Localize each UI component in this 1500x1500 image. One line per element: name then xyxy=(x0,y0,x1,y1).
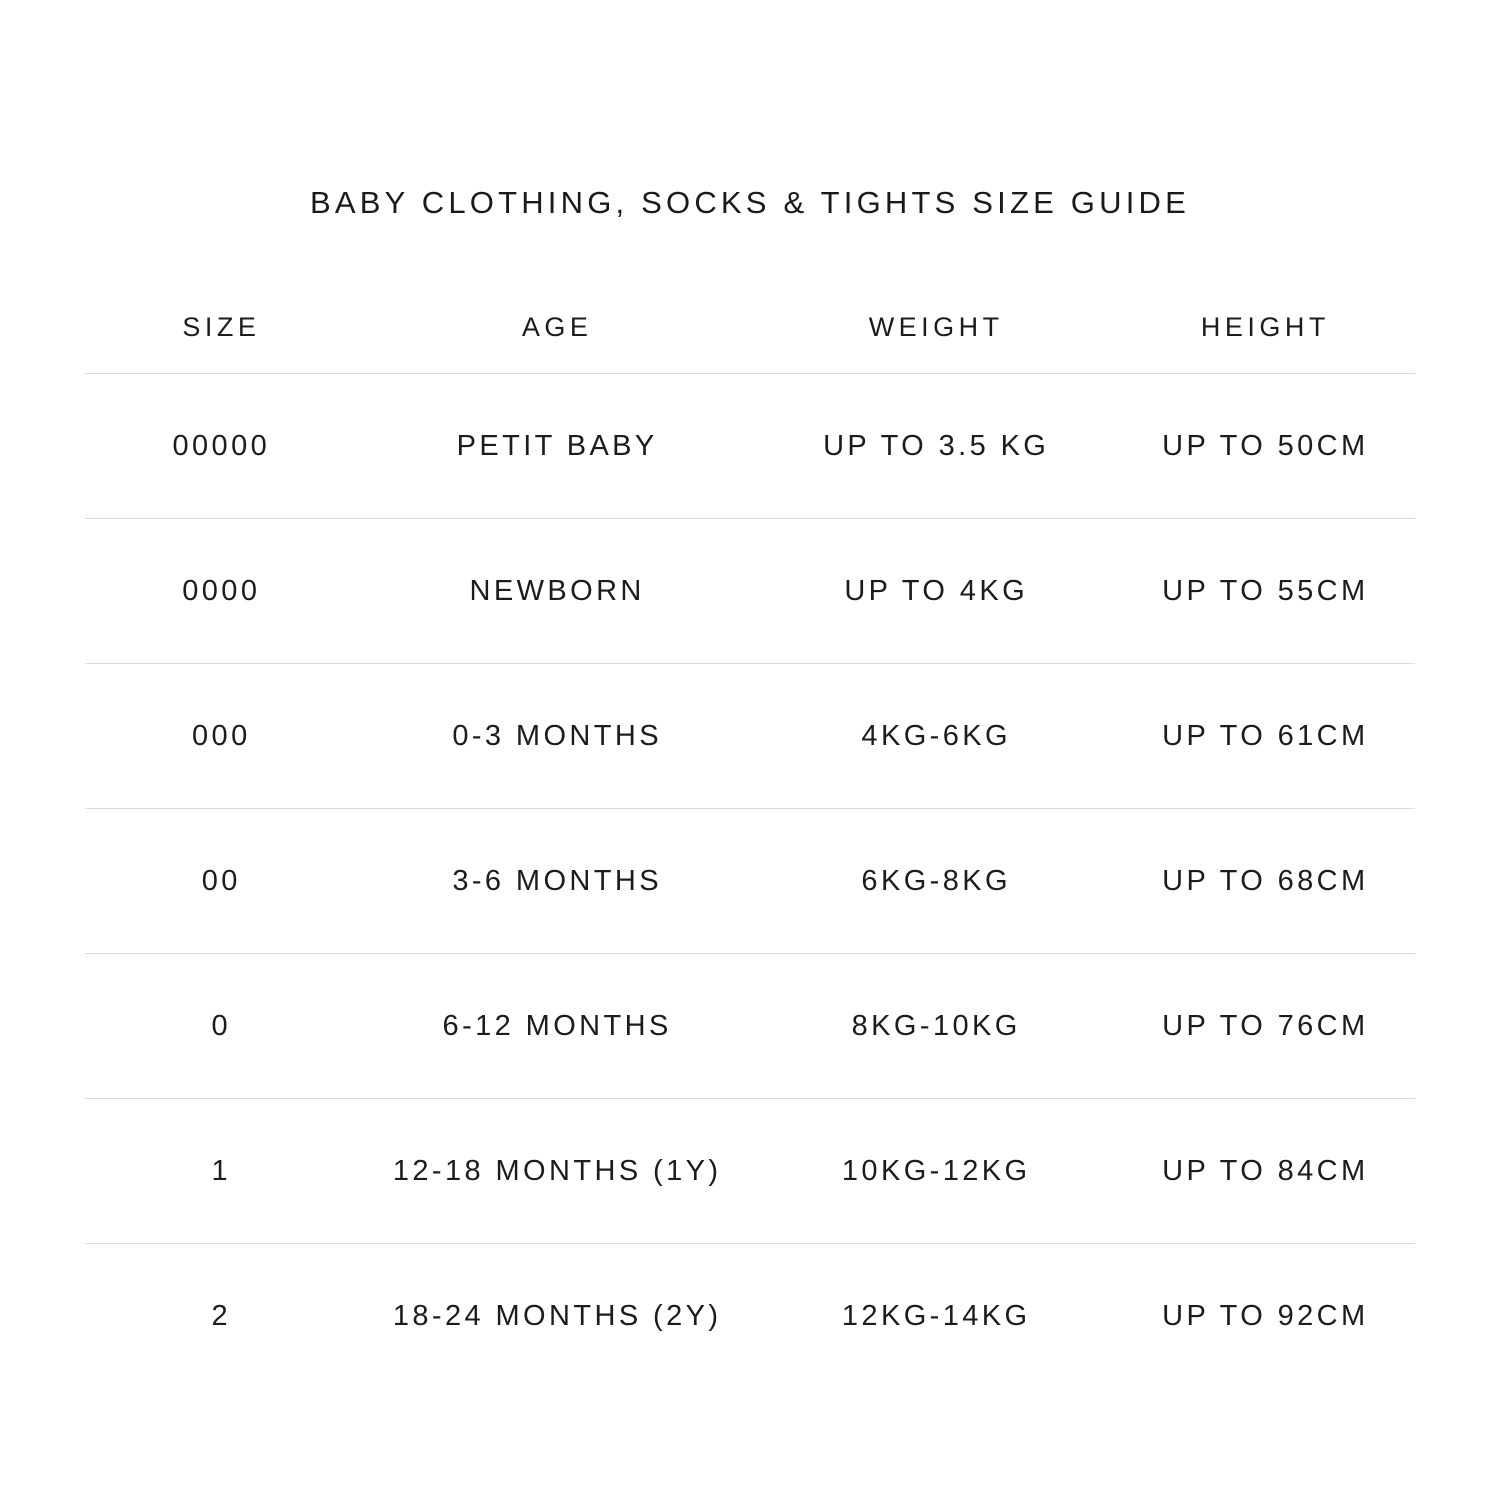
cell-age: 3-6 MONTHS xyxy=(452,864,662,897)
cell-age: 18-24 MONTHS (2Y) xyxy=(392,1299,722,1332)
cell-size: 1 xyxy=(211,1154,232,1187)
cell-age: 6-12 MONTHS xyxy=(442,1009,672,1042)
table-row xyxy=(85,374,1415,519)
cell-size: 00000 xyxy=(172,429,271,462)
cell-age: PETIT BABY xyxy=(456,429,658,462)
cell-size: 0 xyxy=(211,1009,232,1042)
cell-height: UP TO 55CM xyxy=(1162,574,1369,607)
size-guide-table xyxy=(85,281,1415,1388)
column-header-height: HEIGHT xyxy=(1200,311,1330,342)
table-row xyxy=(85,519,1415,664)
column-header-age: AGE xyxy=(521,311,593,342)
cell-weight: 10KG-12KG xyxy=(841,1154,1031,1187)
cell-size: 000 xyxy=(192,719,251,752)
cell-height: UP TO 84CM xyxy=(1162,1154,1369,1187)
cell-age: NEWBORN xyxy=(469,574,645,607)
table-row xyxy=(85,954,1415,1099)
cell-weight: 12KG-14KG xyxy=(841,1299,1031,1332)
cell-size: 0000 xyxy=(182,574,261,607)
table-row xyxy=(85,809,1415,954)
cell-height: UP TO 68CM xyxy=(1162,864,1369,897)
cell-age: 0-3 MONTHS xyxy=(452,719,662,752)
cell-age: 12-18 MONTHS (1Y) xyxy=(392,1154,722,1187)
cell-height: UP TO 76CM xyxy=(1162,1009,1369,1042)
cell-weight: UP TO 3.5 KG xyxy=(823,429,1050,462)
cell-height: UP TO 92CM xyxy=(1162,1299,1369,1332)
table-row xyxy=(85,1099,1415,1244)
cell-height: UP TO 61CM xyxy=(1162,719,1369,752)
cell-size: 00 xyxy=(201,864,241,897)
size-guide-table-wrap xyxy=(85,221,1415,1388)
cell-weight: 8KG-10KG xyxy=(851,1009,1021,1042)
cell-weight: UP TO 4KG xyxy=(844,574,1029,607)
table-header-row xyxy=(85,281,1415,374)
table-row xyxy=(85,664,1415,809)
column-header-size: SIZE xyxy=(182,311,261,342)
table-header xyxy=(85,281,1415,374)
column-header-weight: WEIGHT xyxy=(868,311,1004,342)
table-body xyxy=(85,374,1415,1389)
table-row xyxy=(85,1244,1415,1389)
page-title: BABY CLOTHING, SOCKS & TIGHTS SIZE GUIDE xyxy=(309,185,1190,220)
cell-size: 2 xyxy=(211,1299,232,1332)
cell-weight: 4KG-6KG xyxy=(861,719,1011,752)
cell-weight: 6KG-8KG xyxy=(861,864,1011,897)
cell-height: UP TO 50CM xyxy=(1162,429,1369,462)
